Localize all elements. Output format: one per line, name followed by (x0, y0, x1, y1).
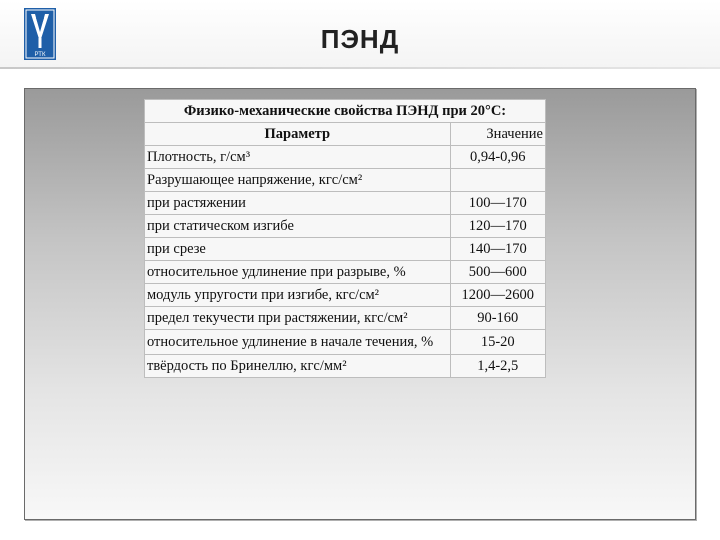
header-divider (0, 67, 720, 69)
table-row (145, 284, 546, 307)
param-cell: относительное удлинение в начале течения, % (145, 330, 451, 355)
table-header-row (145, 123, 546, 146)
param-cell: твёрдость по Бринеллю, кгс/мм² (145, 355, 451, 378)
column-header-param: Параметр (145, 123, 451, 146)
value-cell (450, 169, 545, 192)
table-row (145, 169, 546, 192)
table-row (145, 238, 546, 261)
logo-caption: РТК (34, 52, 46, 58)
table-caption: Физико-механические свойства ПЭНД при 20°С: (145, 100, 546, 123)
page-title: ПЭНД (320, 24, 400, 54)
table-caption-row (145, 100, 546, 123)
table-row (145, 215, 546, 238)
value-cell: 15-20 (450, 330, 545, 355)
table-row (145, 192, 546, 215)
param-cell: предел текучести при растяжении, кгс/см² (145, 307, 451, 330)
value-cell: 120—170 (450, 215, 545, 238)
value-cell: 140—170 (450, 238, 545, 261)
table-row (145, 307, 546, 330)
param-cell: Разрушающее напряжение, кгс/см² (145, 169, 451, 192)
param-cell: Плотность, г/см³ (145, 146, 451, 169)
param-cell: при статическом изгибе (145, 215, 451, 238)
value-cell: 0,94-0,96 (450, 146, 545, 169)
value-cell: 1,4-2,5 (450, 355, 545, 378)
param-cell: при растяжении (145, 192, 451, 215)
param-cell: модуль упругости при изгибе, кгс/см² (145, 284, 451, 307)
table-row (145, 330, 546, 355)
value-cell: 90-160 (450, 307, 545, 330)
value-cell: 500—600 (450, 261, 545, 284)
param-cell: относительное удлинение при разрыве, % (145, 261, 451, 284)
properties-table (144, 99, 546, 378)
value-cell: 1200—2600 (450, 284, 545, 307)
value-cell: 100—170 (450, 192, 545, 215)
table-row (145, 355, 546, 378)
table-row (145, 261, 546, 284)
column-header-value: Значение (450, 123, 545, 146)
param-cell: при срезе (145, 238, 451, 261)
table-row (145, 146, 546, 169)
